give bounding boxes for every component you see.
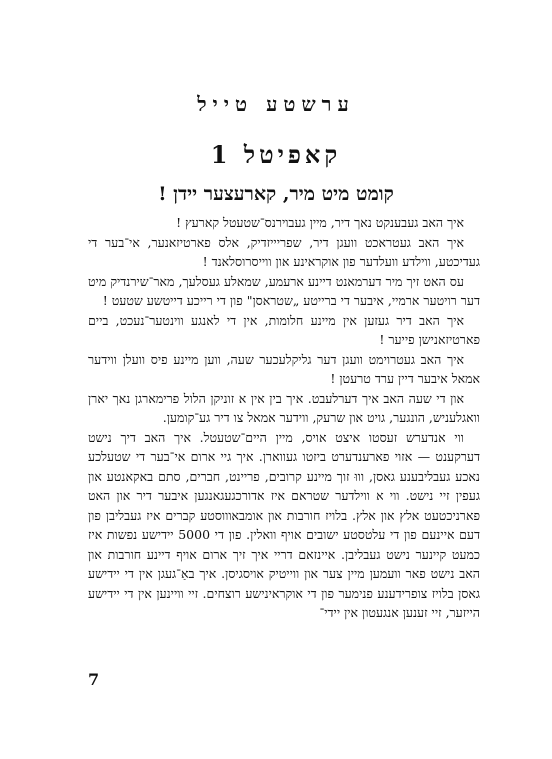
page-number: 7	[88, 670, 100, 689]
chapter-title: קאפיטל 1	[210, 140, 342, 169]
part-title: ערשטע טייל	[197, 92, 355, 116]
body-text	[88, 213, 480, 623]
paragraph: און די שעה האב איך דערלעבט. איך בין אין א זוניקן הלול פרימארגן נאך יארן וואגלעניש, הונגער, גויט און שרעק, ווידער אמאל צו דיר גע־קומען.	[88, 390, 480, 425]
paragraph: איך האב דיר געזען אין מיינע חלומות, אין די לאנגע ווינטער־נעכט, ביים פארטיזאנישן פייער !	[88, 312, 480, 347]
paragraph: איך האב געטרוימט וועגן דער גליקלעכער שעה, ווען מיינע פיס וועלן ווידער אמאל איבער דיין ערד טרעטן !	[88, 351, 480, 386]
chapter-subtitle: קומט מיט מיר, קארעצער יידן !	[158, 183, 394, 205]
paragraph: עס האט זיך מיר דערמאנט דיינע ארעמע, שמאלע געסלעך, מאר־שירנדיק מיט דער רויטער ארמיי, איבער די ברייטע „שטראסן" פון די רייכע דייטשע שטעט !	[88, 273, 480, 308]
paragraph: איך האב געבענקט נאך דיר, מיין געבוירנס־שטעטל קארעץ !	[176, 215, 464, 230]
paragraph: איך האב געטראכט וועגן דיר, שפריייזדיק, אלס פארטיזאנער, אי־בער די געדיכטע, ווילדע וועלדער פון אוקראינע און ווייסרוסלאנד !	[88, 234, 480, 269]
paragraph: ווי אנדערש זעסטו איצט אויס, מיין היים־שטעטל. איך האב דיך נישט דערקענט — אזוי פארענדערט ביזטו געווארן. איך גיי ארום אי־בער די שטעלכע נאכע געבליבענע גאסן, וווּ זוך מיינע קרובים, פריינט, חברים, סתם באקאנטע און געפין זיי נישט. ווי א ווילדער שטראם איז אדורכגעגאנגען איבער דיר און האט פארניכטעט אלץ און אלץ. בלויז חורבות און אומבאוווסטע קברים איז געבליבן פון דעם איינעם פון די עלטסטע ישובים אויף וואלין. פון די 5000 יידישע נפשות איז כמעט קיינער נישט געבליבן. איינזאם דריי איך זיך ארום אויף דיינע חורבות און האב נישט פאר וועמען מיין צער און ווייטיק אויסגיסן. איך באַ־געגן אין די יידישע גאסן בלויז צופרידענע פנימער פון די אוקראינישע רוצחים. זיי וויינען אין די יידישע הייזער, זיי זענען אנגעטון אין יידי־	[88, 429, 480, 620]
